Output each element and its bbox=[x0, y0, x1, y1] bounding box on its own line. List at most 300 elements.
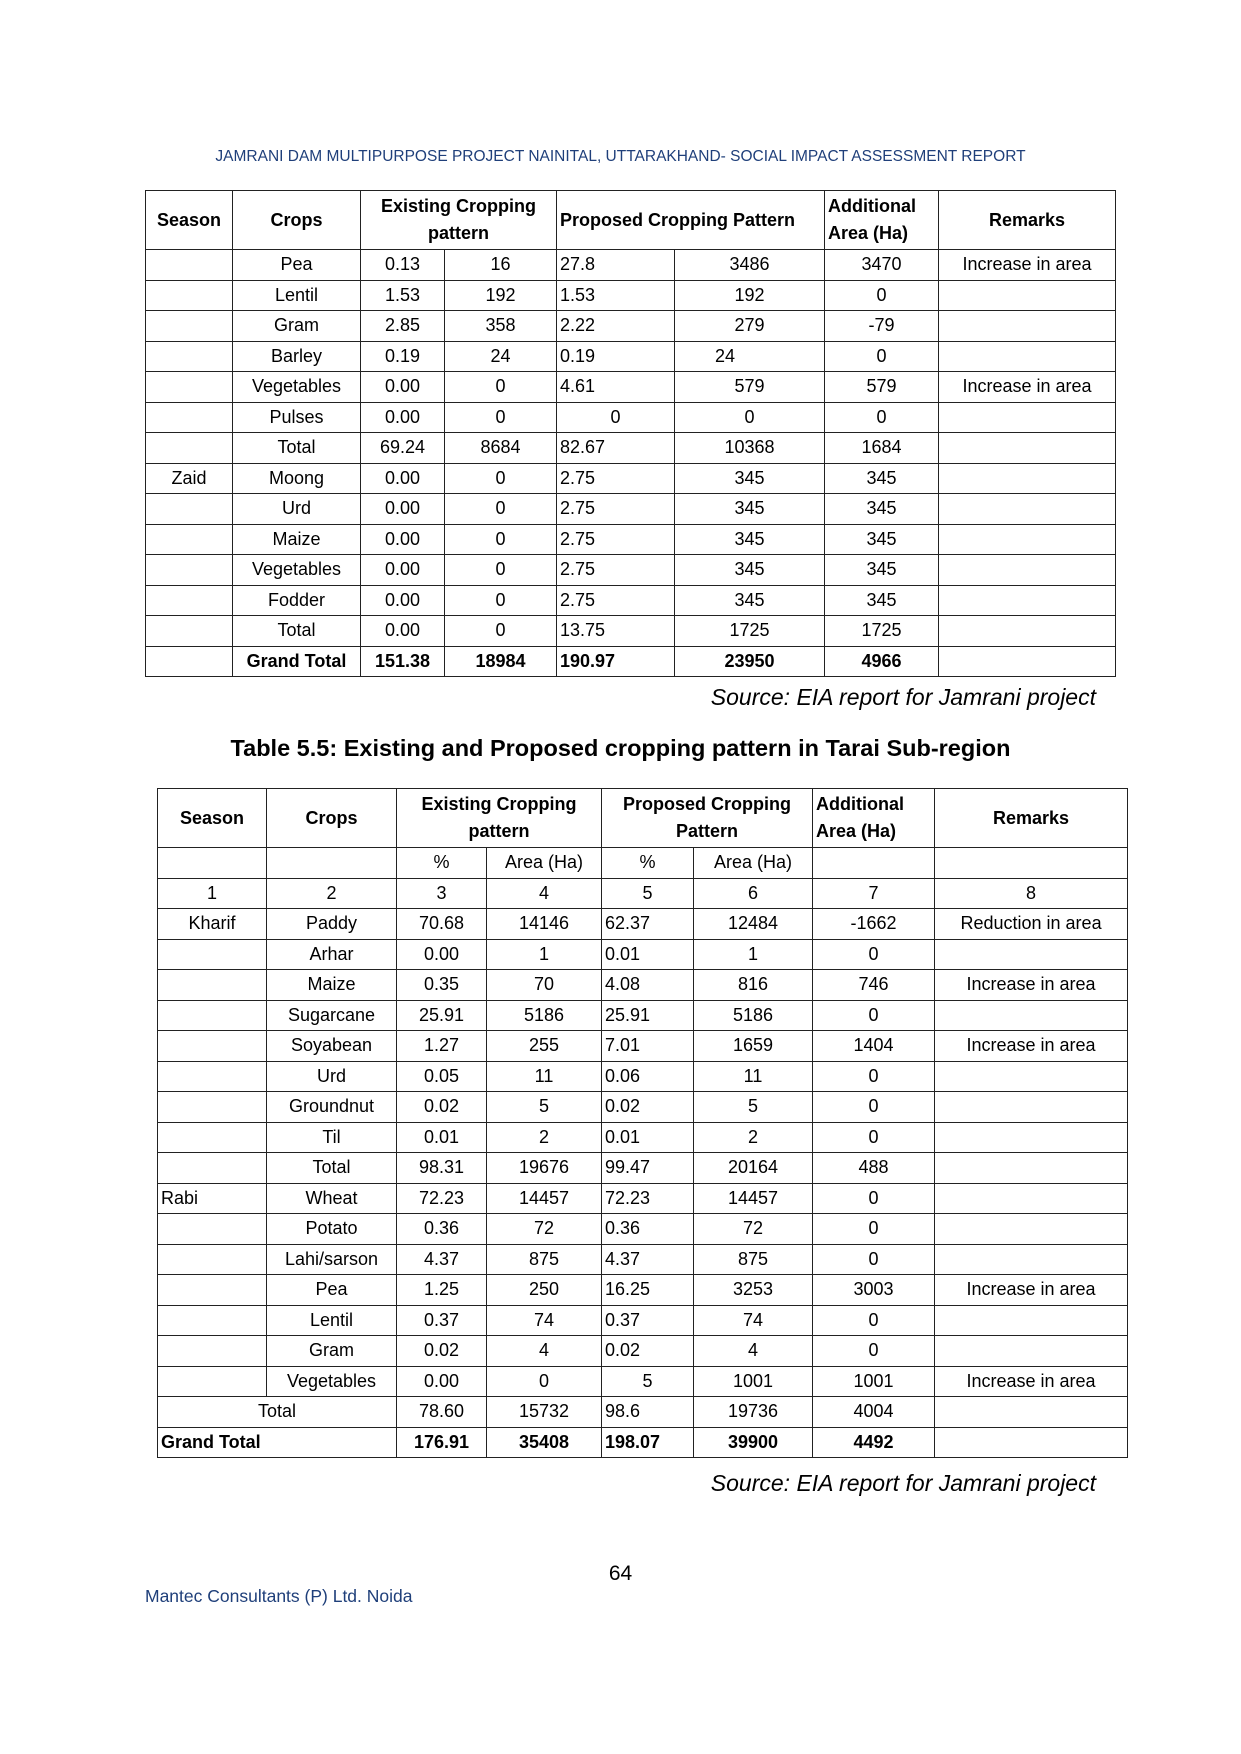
table-cell bbox=[813, 848, 935, 879]
table-cell: 8 bbox=[935, 878, 1128, 909]
table-cell: 0 bbox=[813, 1305, 935, 1336]
table-cell: 1 bbox=[158, 878, 267, 909]
table-row bbox=[146, 463, 1116, 494]
table-cell: 0.01 bbox=[602, 1122, 694, 1153]
table-cell: 1 bbox=[694, 939, 813, 970]
table-cell: 5 bbox=[602, 878, 694, 909]
table-cell: 11 bbox=[487, 1061, 602, 1092]
table-cell bbox=[935, 848, 1128, 879]
table-cell: 1.25 bbox=[397, 1275, 487, 1306]
table-cell: 7.01 bbox=[602, 1031, 694, 1062]
table-cell: 176.91 bbox=[397, 1427, 487, 1458]
table-row bbox=[146, 250, 1116, 281]
table-row bbox=[158, 939, 1128, 970]
table-cell: Groundnut bbox=[267, 1092, 397, 1123]
table-cell: 4966 bbox=[825, 646, 939, 677]
table-cell: 20164 bbox=[694, 1153, 813, 1184]
table-cell: 746 bbox=[813, 970, 935, 1001]
table-cell: 13.75 bbox=[557, 616, 675, 647]
table-cell: Sugarcane bbox=[267, 1000, 397, 1031]
table-cell: Increase in area bbox=[939, 250, 1116, 281]
table-cell: 74 bbox=[487, 1305, 602, 1336]
table-cell bbox=[935, 1244, 1128, 1275]
header-remarks: Remarks bbox=[939, 191, 1116, 250]
table1-source: Source: EIA report for Jamrani project bbox=[710, 684, 1096, 710]
table-cell: 0 bbox=[445, 524, 557, 555]
table-cell: 0 bbox=[445, 555, 557, 586]
table-cell: Urd bbox=[233, 494, 361, 525]
table-cell: 19736 bbox=[694, 1397, 813, 1428]
table-cell bbox=[146, 372, 233, 403]
table-cell: 0 bbox=[445, 494, 557, 525]
table-cell bbox=[146, 616, 233, 647]
table-cell: 8684 bbox=[445, 433, 557, 464]
table-cell bbox=[939, 402, 1116, 433]
table-cell: Total bbox=[233, 616, 361, 647]
table-cell: 0 bbox=[825, 402, 939, 433]
table-cell: 488 bbox=[813, 1153, 935, 1184]
table-cell: 0.00 bbox=[361, 524, 445, 555]
table-cell: Gram bbox=[267, 1336, 397, 1367]
table-cell: Rabi bbox=[158, 1183, 267, 1214]
table-cell bbox=[146, 250, 233, 281]
table-cell: 24 bbox=[445, 341, 557, 372]
table-cell bbox=[158, 1244, 267, 1275]
table-cell: Vegetables bbox=[267, 1366, 397, 1397]
table-cell: Increase in area bbox=[935, 1031, 1128, 1062]
table-cell: Area (Ha) bbox=[694, 848, 813, 879]
table-cell bbox=[146, 280, 233, 311]
table-row bbox=[146, 555, 1116, 586]
table-cell: 15732 bbox=[487, 1397, 602, 1428]
header-crops: Crops bbox=[267, 789, 397, 848]
table-cell: 0.02 bbox=[602, 1092, 694, 1123]
table-cell bbox=[935, 1092, 1128, 1123]
table-cell: 0 bbox=[813, 1214, 935, 1245]
table-row bbox=[146, 646, 1116, 677]
table-cell: 345 bbox=[675, 585, 825, 616]
table-cell: 1.27 bbox=[397, 1031, 487, 1062]
table-cell: 74 bbox=[694, 1305, 813, 1336]
table-cell: Kharif bbox=[158, 909, 267, 940]
table-cell: 23950 bbox=[675, 646, 825, 677]
table-cell: 345 bbox=[825, 494, 939, 525]
table-cell: 7 bbox=[813, 878, 935, 909]
table-cell: 250 bbox=[487, 1275, 602, 1306]
table-cell: 0.37 bbox=[397, 1305, 487, 1336]
table-row bbox=[146, 402, 1116, 433]
table-cell: 27.8 bbox=[557, 250, 675, 281]
table-cell: 10368 bbox=[675, 433, 825, 464]
table-cell bbox=[935, 1305, 1128, 1336]
table-cell: Paddy bbox=[267, 909, 397, 940]
table-cell bbox=[939, 341, 1116, 372]
table-cell: 0 bbox=[445, 402, 557, 433]
table-cell: 0.36 bbox=[602, 1214, 694, 1245]
table-caption: Table 5.5: Existing and Proposed cropping pattern in Tarai Sub-region bbox=[230, 735, 1011, 761]
table-cell: 14457 bbox=[487, 1183, 602, 1214]
table-cell: Increase in area bbox=[935, 1275, 1128, 1306]
table-cell: 0 bbox=[813, 1000, 935, 1031]
table-cell bbox=[935, 1183, 1128, 1214]
table-cell: 3470 bbox=[825, 250, 939, 281]
table-cell: 2.22 bbox=[557, 311, 675, 342]
table-cell: % bbox=[397, 848, 487, 879]
table-cell: 345 bbox=[825, 585, 939, 616]
table-cell: 0.19 bbox=[557, 341, 675, 372]
table-cell: Urd bbox=[267, 1061, 397, 1092]
table-cell: 16.25 bbox=[602, 1275, 694, 1306]
table-cell: 82.67 bbox=[557, 433, 675, 464]
table-cell: 0 bbox=[825, 341, 939, 372]
header-proposed-pattern: Proposed Cropping Pattern bbox=[557, 191, 825, 250]
table-cell: 98.6 bbox=[602, 1397, 694, 1428]
table-cell: Gram bbox=[233, 311, 361, 342]
table-cell: Total bbox=[158, 1397, 397, 1428]
table-cell bbox=[146, 433, 233, 464]
table-cell: 2.85 bbox=[361, 311, 445, 342]
table-cell: 875 bbox=[487, 1244, 602, 1275]
table-total-row bbox=[158, 1397, 1128, 1428]
table-cell: 2.75 bbox=[557, 463, 675, 494]
table-cell: Wheat bbox=[267, 1183, 397, 1214]
table-cell: 2.75 bbox=[557, 524, 675, 555]
running-header: JAMRANI DAM MULTIPURPOSE PROJECT NAINITAL, UTTARAKHAND- SOCIAL IMPACT ASSESSMENT REPORT bbox=[215, 148, 1026, 165]
table-cell: 11 bbox=[694, 1061, 813, 1092]
table-cell bbox=[158, 1122, 267, 1153]
table-cell: Area (Ha) bbox=[487, 848, 602, 879]
table-cell: 1725 bbox=[825, 616, 939, 647]
table-cell: 1404 bbox=[813, 1031, 935, 1062]
table-cell bbox=[158, 1336, 267, 1367]
table-cell bbox=[935, 1000, 1128, 1031]
table-cell: 99.47 bbox=[602, 1153, 694, 1184]
table-cell: 6 bbox=[694, 878, 813, 909]
table-row bbox=[158, 1031, 1128, 1062]
table-cell: 19676 bbox=[487, 1153, 602, 1184]
table-cell: 78.60 bbox=[397, 1397, 487, 1428]
table-cell: 0 bbox=[813, 1183, 935, 1214]
table-column-number-row bbox=[158, 878, 1128, 909]
table-row bbox=[158, 1000, 1128, 1031]
table-row bbox=[146, 433, 1116, 464]
table-row bbox=[146, 524, 1116, 555]
table-cell bbox=[939, 463, 1116, 494]
table-cell bbox=[267, 848, 397, 879]
table-cell: 4.37 bbox=[397, 1244, 487, 1275]
table-row bbox=[158, 1366, 1128, 1397]
table-cell: 0 bbox=[813, 1244, 935, 1275]
table-cell: 5 bbox=[694, 1092, 813, 1123]
table-cell: 358 bbox=[445, 311, 557, 342]
table-cell: 14457 bbox=[694, 1183, 813, 1214]
table-cell: 0 bbox=[487, 1366, 602, 1397]
table-cell: Vegetables bbox=[233, 372, 361, 403]
table-cell: 2.75 bbox=[557, 585, 675, 616]
table-cell: -79 bbox=[825, 311, 939, 342]
table-cell: 345 bbox=[825, 463, 939, 494]
table-cell: 0 bbox=[445, 372, 557, 403]
table-cell bbox=[158, 1061, 267, 1092]
table-cell: 579 bbox=[675, 372, 825, 403]
table-cell bbox=[158, 1214, 267, 1245]
table-cell bbox=[939, 311, 1116, 342]
table-cell: Pea bbox=[267, 1275, 397, 1306]
table-cell: Potato bbox=[267, 1214, 397, 1245]
table-cell bbox=[939, 280, 1116, 311]
table-cell: 35408 bbox=[487, 1427, 602, 1458]
table-cell: 345 bbox=[825, 555, 939, 586]
table-cell bbox=[146, 555, 233, 586]
table-cell bbox=[146, 524, 233, 555]
table-row bbox=[158, 1183, 1128, 1214]
table-cell: 0.06 bbox=[602, 1061, 694, 1092]
table-cell: 72.23 bbox=[602, 1183, 694, 1214]
table-cell: Reduction in area bbox=[935, 909, 1128, 940]
table-cell: Grand Total bbox=[158, 1427, 397, 1458]
table-cell: Moong bbox=[233, 463, 361, 494]
table-cell: 5 bbox=[602, 1366, 694, 1397]
table-cell: 98.31 bbox=[397, 1153, 487, 1184]
table-cell bbox=[939, 585, 1116, 616]
table-cell: 2 bbox=[487, 1122, 602, 1153]
table-cell: 72 bbox=[694, 1214, 813, 1245]
table-cell: 5186 bbox=[487, 1000, 602, 1031]
table-cell: Arhar bbox=[267, 939, 397, 970]
table-cell: 2 bbox=[267, 878, 397, 909]
table-cell: Total bbox=[233, 433, 361, 464]
table-cell: 70.68 bbox=[397, 909, 487, 940]
table-row bbox=[158, 1092, 1128, 1123]
table-cell: 24 bbox=[675, 341, 825, 372]
table-row bbox=[146, 494, 1116, 525]
table-cell: 0.37 bbox=[602, 1305, 694, 1336]
table-cell: 4 bbox=[487, 1336, 602, 1367]
table-cell: 0.35 bbox=[397, 970, 487, 1001]
table-cell bbox=[158, 1153, 267, 1184]
table-cell bbox=[158, 1092, 267, 1123]
table-cell: 25.91 bbox=[397, 1000, 487, 1031]
table-row bbox=[158, 1336, 1128, 1367]
table-cell: 14146 bbox=[487, 909, 602, 940]
table-cell bbox=[158, 1031, 267, 1062]
table-cell: 0.02 bbox=[397, 1336, 487, 1367]
table-cell: Zaid bbox=[146, 463, 233, 494]
table-cell: Lahi/sarson bbox=[267, 1244, 397, 1275]
table-cell bbox=[146, 402, 233, 433]
table-cell: Lentil bbox=[267, 1305, 397, 1336]
header-additional-area: Additional Area (Ha) bbox=[825, 191, 939, 250]
table-cell: Fodder bbox=[233, 585, 361, 616]
table-cell: 0.02 bbox=[397, 1092, 487, 1123]
table-cell bbox=[939, 433, 1116, 464]
table-cell: 345 bbox=[675, 463, 825, 494]
table-cell: 69.24 bbox=[361, 433, 445, 464]
table-cell: Soyabean bbox=[267, 1031, 397, 1062]
table-cell: 0 bbox=[675, 402, 825, 433]
table-row bbox=[146, 341, 1116, 372]
table-cell: -1662 bbox=[813, 909, 935, 940]
table-cell: 25.91 bbox=[602, 1000, 694, 1031]
table-cell bbox=[935, 1397, 1128, 1428]
table-cell: 4492 bbox=[813, 1427, 935, 1458]
table-cell: 4.61 bbox=[557, 372, 675, 403]
table-cell: 1659 bbox=[694, 1031, 813, 1062]
table-cell: 0.05 bbox=[397, 1061, 487, 1092]
table-cell: 18984 bbox=[445, 646, 557, 677]
table-cell bbox=[935, 1427, 1128, 1458]
table-cell: % bbox=[602, 848, 694, 879]
table-cell: 5 bbox=[487, 1092, 602, 1123]
table-header-row bbox=[146, 191, 1116, 250]
table-cell: 4.08 bbox=[602, 970, 694, 1001]
table-cell bbox=[158, 1366, 267, 1397]
table-row bbox=[158, 970, 1128, 1001]
table-cell: 0.36 bbox=[397, 1214, 487, 1245]
table-cell: 3253 bbox=[694, 1275, 813, 1306]
table-cell: Pulses bbox=[233, 402, 361, 433]
table-cell: 0.00 bbox=[361, 585, 445, 616]
table-cell: 1001 bbox=[813, 1366, 935, 1397]
table-cell: 0 bbox=[445, 585, 557, 616]
table-cell: 1.53 bbox=[361, 280, 445, 311]
table-cell: 3486 bbox=[675, 250, 825, 281]
header-season: Season bbox=[158, 789, 267, 848]
table-cell: 198.07 bbox=[602, 1427, 694, 1458]
table-cell: 0 bbox=[813, 1336, 935, 1367]
table-cell bbox=[939, 555, 1116, 586]
table-subheader-row bbox=[158, 848, 1128, 879]
table-grand-total-row bbox=[158, 1427, 1128, 1458]
table-cropping-pattern-continued bbox=[145, 190, 1116, 677]
table-cell bbox=[146, 494, 233, 525]
table-cell: 345 bbox=[675, 494, 825, 525]
table-cell bbox=[158, 848, 267, 879]
table-cell bbox=[939, 494, 1116, 525]
table-cell: 1 bbox=[487, 939, 602, 970]
table-cell: 0 bbox=[813, 1122, 935, 1153]
table-row bbox=[158, 1305, 1128, 1336]
table-cell: 3 bbox=[397, 878, 487, 909]
table-cell: 4004 bbox=[813, 1397, 935, 1428]
table-cell bbox=[158, 1275, 267, 1306]
table-cell: 0.13 bbox=[361, 250, 445, 281]
header-existing-pattern: Existing Cropping pattern bbox=[397, 789, 602, 848]
table-cell: 5186 bbox=[694, 1000, 813, 1031]
table-cell: 4 bbox=[487, 878, 602, 909]
table-cell: 12484 bbox=[694, 909, 813, 940]
table-tarai-cropping-pattern bbox=[157, 788, 1128, 1458]
table-cell: 1.53 bbox=[557, 280, 675, 311]
table-cell: 579 bbox=[825, 372, 939, 403]
table-cell: 0 bbox=[445, 616, 557, 647]
table-row bbox=[146, 311, 1116, 342]
table-cell: 345 bbox=[675, 555, 825, 586]
table-cell: 0 bbox=[813, 939, 935, 970]
table-cell bbox=[935, 939, 1128, 970]
table-cell: Maize bbox=[233, 524, 361, 555]
table-row bbox=[158, 1122, 1128, 1153]
table-cell: 816 bbox=[694, 970, 813, 1001]
table-cell bbox=[146, 341, 233, 372]
table-cell bbox=[158, 939, 267, 970]
table-cell bbox=[935, 1061, 1128, 1092]
table-cell: 4 bbox=[694, 1336, 813, 1367]
table-cell bbox=[158, 1305, 267, 1336]
table-cell: 279 bbox=[675, 311, 825, 342]
table-cell bbox=[935, 1153, 1128, 1184]
table-cell: 2.75 bbox=[557, 494, 675, 525]
table-cell bbox=[939, 524, 1116, 555]
table-cell: 70 bbox=[487, 970, 602, 1001]
table-cell: 190.97 bbox=[557, 646, 675, 677]
table-cell: 3003 bbox=[813, 1275, 935, 1306]
table2-source: Source: EIA report for Jamrani project bbox=[710, 1470, 1096, 1496]
table-cell: Vegetables bbox=[233, 555, 361, 586]
table-cell: 0.00 bbox=[361, 494, 445, 525]
table-cell: 1001 bbox=[694, 1366, 813, 1397]
table-cell: 255 bbox=[487, 1031, 602, 1062]
table-cell: Barley bbox=[233, 341, 361, 372]
table-cell: Total bbox=[267, 1153, 397, 1184]
table-cell bbox=[935, 1122, 1128, 1153]
table-cell: 0.00 bbox=[397, 939, 487, 970]
table-cell: 0.01 bbox=[602, 939, 694, 970]
table-cell: 0.00 bbox=[361, 616, 445, 647]
table-row bbox=[146, 616, 1116, 647]
header-crops: Crops bbox=[233, 191, 361, 250]
table-cell: 2 bbox=[694, 1122, 813, 1153]
table-row bbox=[158, 1214, 1128, 1245]
table-cell: 345 bbox=[825, 524, 939, 555]
table-cell: 875 bbox=[694, 1244, 813, 1275]
table-cell: 0 bbox=[825, 280, 939, 311]
table-cell bbox=[158, 1000, 267, 1031]
table-cell: 0.00 bbox=[361, 555, 445, 586]
table-cell bbox=[158, 970, 267, 1001]
table-cell: 16 bbox=[445, 250, 557, 281]
table-cell: 151.38 bbox=[361, 646, 445, 677]
table-cell: Grand Total bbox=[233, 646, 361, 677]
table-cell: 192 bbox=[445, 280, 557, 311]
table-cell bbox=[146, 585, 233, 616]
header-remarks: Remarks bbox=[935, 789, 1128, 848]
table-cell: 1684 bbox=[825, 433, 939, 464]
table-header-row bbox=[158, 789, 1128, 848]
table-cell: Increase in area bbox=[935, 970, 1128, 1001]
header-additional-area: Additional Area (Ha) bbox=[813, 789, 935, 848]
table-cell: 0 bbox=[557, 402, 675, 433]
table-cell: 0 bbox=[445, 463, 557, 494]
table-cell: Lentil bbox=[233, 280, 361, 311]
table-row bbox=[158, 1153, 1128, 1184]
header-season: Season bbox=[146, 191, 233, 250]
table-cell: 72.23 bbox=[397, 1183, 487, 1214]
table-cell bbox=[146, 646, 233, 677]
table-cell: 0.00 bbox=[397, 1366, 487, 1397]
table-row bbox=[146, 585, 1116, 616]
table-cell: 72 bbox=[487, 1214, 602, 1245]
table-cell: 0.19 bbox=[361, 341, 445, 372]
header-proposed-pattern: Proposed Cropping Pattern bbox=[602, 789, 813, 848]
page-number: 64 bbox=[608, 1562, 633, 1585]
table-cell: Maize bbox=[267, 970, 397, 1001]
table-cell: Increase in area bbox=[939, 372, 1116, 403]
table-cell: 345 bbox=[675, 524, 825, 555]
table-row bbox=[146, 372, 1116, 403]
table-row bbox=[158, 1244, 1128, 1275]
table-cell: 39900 bbox=[694, 1427, 813, 1458]
